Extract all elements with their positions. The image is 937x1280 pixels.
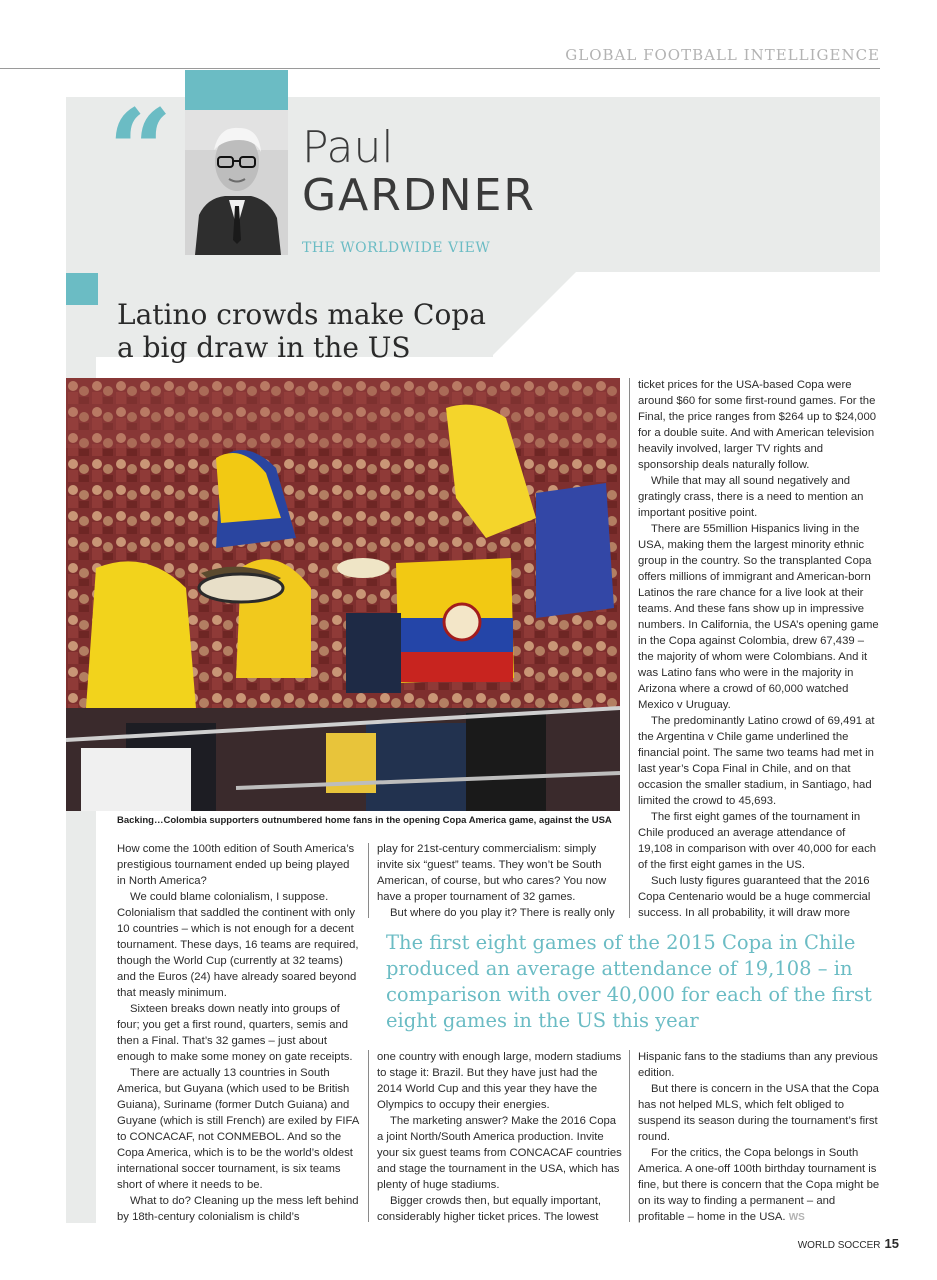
paragraph: How come the 100th edition of South America’s prestigious tournament ended up being played in North America?: [117, 843, 355, 887]
page-footer: [798, 1236, 899, 1251]
column-name: THE WORLDWIDE VIEW: [302, 240, 491, 256]
body-column-2-bottom: [377, 1049, 622, 1225]
author-first-name: Paul: [302, 122, 394, 173]
crowd-photo-illustration: [66, 378, 620, 811]
top-rule: [0, 68, 880, 69]
paragraph: ticket prices for the USA-based Copa were around $60 for some first-round games. For the Final, the price ranges from $264 up to $24,000 for a double suite. And with American television heavily involved, larger TV rights and sponsorship deals naturally follow.: [638, 379, 877, 471]
body-column-2-top: [377, 841, 622, 921]
paragraph: one country with enough large, modern stadiums to stage it: Brazil. But they have just had the 2014 World Cup and this year they have the Olympics to occupy their energies.: [377, 1051, 622, 1111]
author-photo: [185, 110, 288, 255]
paragraph: But where do you play it? There is really only: [390, 907, 615, 919]
paragraph: There are 55million Hispanics living in the USA, making them the largest minority ethnic group in the country. So the transplanted Copa offers millions of immigrant and American-born Latinos the rare chance for a live look at their teams. And these fans show up in impressive numbers. In California, the USA’s opening game in the Copa against Colombia, drew 67,439 – the majority of whom were Colombians. And it was Latino fans who were in the majority in Arizona where a crowd of 60,000 watched Mexico v Uruguay.: [638, 523, 879, 711]
end-tag: WS: [788, 1212, 805, 1223]
paragraph: There are actually 13 countries in South America, but Guyana (which used to be British Guiana), Suriname (former Dutch Guiana) and Guyane (which is still French) are exiled by FIFA to CONCACAF, not CONMEBOL. And so the Copa America, which is to be the world’s oldest international soccer tournament, is six teams short of where it needs to be.: [117, 1067, 359, 1191]
column-rule: [368, 1050, 369, 1222]
paragraph: What to do? Cleaning up the mess left behind by 18th-century colonialism is child’s: [117, 1195, 359, 1223]
body-column-1: [117, 841, 360, 1225]
teal-tab: [66, 273, 98, 305]
paragraph: But there is concern in the USA that the Copa has not helped MLS, which felt obliged to suspend its season during the tournament’s first round.: [638, 1083, 879, 1143]
page-number: 15: [884, 1236, 899, 1251]
column-rule: [368, 843, 369, 918]
paragraph: The marketing answer? Make the 2016 Copa a joint North/South America production. Invite your six guest teams from CONCACAF countries and stage the tournament in the USA, which has plenty of huge stadiums.: [377, 1115, 622, 1191]
paragraph: Such lusty figures guaranteed that the 2016 Copa Centenario would be a huge commercial success. In all probability, it will draw more: [638, 875, 871, 919]
paragraph: We could blame colonialism, I suppose. Colonialism that saddled the continent with only 10 countries – which is not enough for a decent tournament. These days, 16 teams are required, though the World Cup (currently at 32 teams) and the Euros (24) have already soared beyond that measly minimum.: [117, 891, 359, 999]
paragraph: Hispanic fans to the stadiums than any previous edition.: [638, 1051, 878, 1079]
pull-quote: The first eight games of the 2015 Copa in Chile produced an average attendance of 19,108 – in comparison with over 40,000 for each of the first eight games in the US this year: [386, 931, 872, 1032]
body-column-3-bottom: [638, 1049, 880, 1226]
photo-caption: Backing…Colombia supporters outnumbered home fans in the opening Copa America game, against the USA: [117, 815, 612, 826]
magazine-name: WORLD SOCCER: [797, 1240, 881, 1251]
column-rule: [629, 378, 630, 918]
paragraph: Bigger crowds then, but equally important, considerably higher ticket prices. The lowest: [377, 1195, 601, 1223]
paragraph-text: For the critics, the Copa belongs in South America. A one-off 100th birthday tournament is fine, but there is concern that the Copa might be on its way to finding a permanent – and profitable – home in the USA.: [638, 1147, 880, 1223]
author-last-name: GARDNER: [302, 170, 536, 221]
author-portrait-illustration: [185, 110, 288, 255]
paragraph: The first eight games of the tournament in Chile produced an average attendance of 19,108 in comparison with over 40,000 for each of the first eight games in the US.: [638, 811, 877, 871]
quote-mark-icon: “: [108, 86, 173, 217]
paragraph: While that may all sound negatively and gratingly crass, there is a need to mention an important positive point.: [638, 475, 864, 519]
paragraph: play for 21st-century commercialism: simply invite six “guest” teams. They won’t be South American, of course, but who cares? You now have a proper tournament of 32 games.: [377, 843, 607, 903]
paragraph: Sixteen breaks down neatly into groups of four; you get a first round, quarters, semis and then a Final. That’s 32 games – just about enough to make some money on gate receipts.: [117, 1003, 353, 1063]
section-title: GLOBAL FOOTBALL INTELLIGENCE: [565, 46, 880, 64]
colombia-fans-photo: [66, 378, 620, 811]
paragraph: The predominantly Latino crowd of 69,491 at the Argentina v Chile game underlined the financial point. The same two teams had met in last year’s Copa Final in Chile, and on that occasion the smaller stadium, in Santiago, had limited the crowd to 45,693.: [638, 715, 875, 807]
article-headline: Latino crowds make Copa a big draw in the US: [117, 298, 486, 364]
paragraph: [638, 1145, 880, 1226]
column-rule: [629, 1050, 630, 1222]
body-column-3-top: [638, 377, 880, 921]
